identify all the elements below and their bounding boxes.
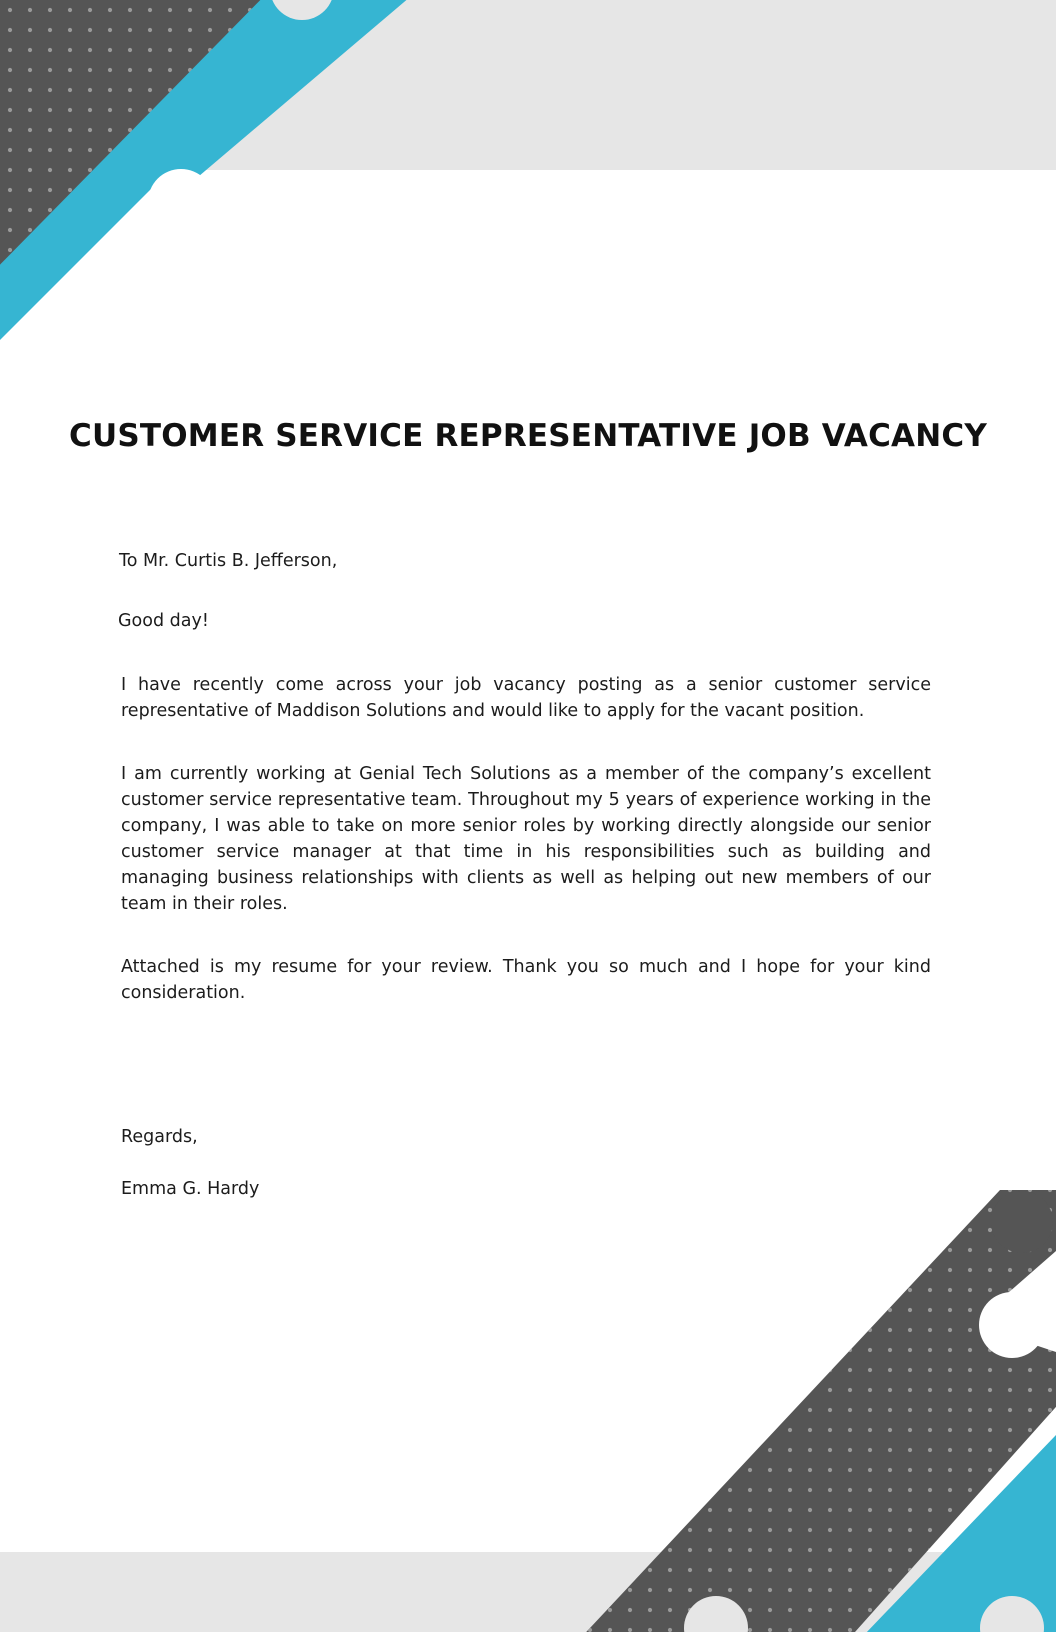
body-paragraph-2: I am currently working at Genial Tech Solutions as a member of the company’s excellent customer service representative team. Throughout my 5 years of experience working in the company, I was able to take on more senior roles by working directly alongside our senior customer service manager at that time in his responsibilities such as building and managing business relationships with clients as well as helping out new members of our team in their roles. [121,764,931,914]
greeting: Good day! [118,611,209,631]
body-paragraph-3: Attached is my resume for your review. Thank you so much and I hope for your kind consideration. [121,957,931,1003]
signature: Emma G. Hardy [121,1179,260,1199]
closing: Regards, [121,1127,198,1147]
letter-title: CUSTOMER SERVICE REPRESENTATIVE JOB VACANCY [69,418,987,454]
body-paragraph-1: I have recently come across your job vacancy posting as a senior customer service representative of Maddison Solutions and would like to apply for the vacant position. [121,675,931,721]
salutation: To Mr. Curtis B. Jefferson, [119,551,338,571]
